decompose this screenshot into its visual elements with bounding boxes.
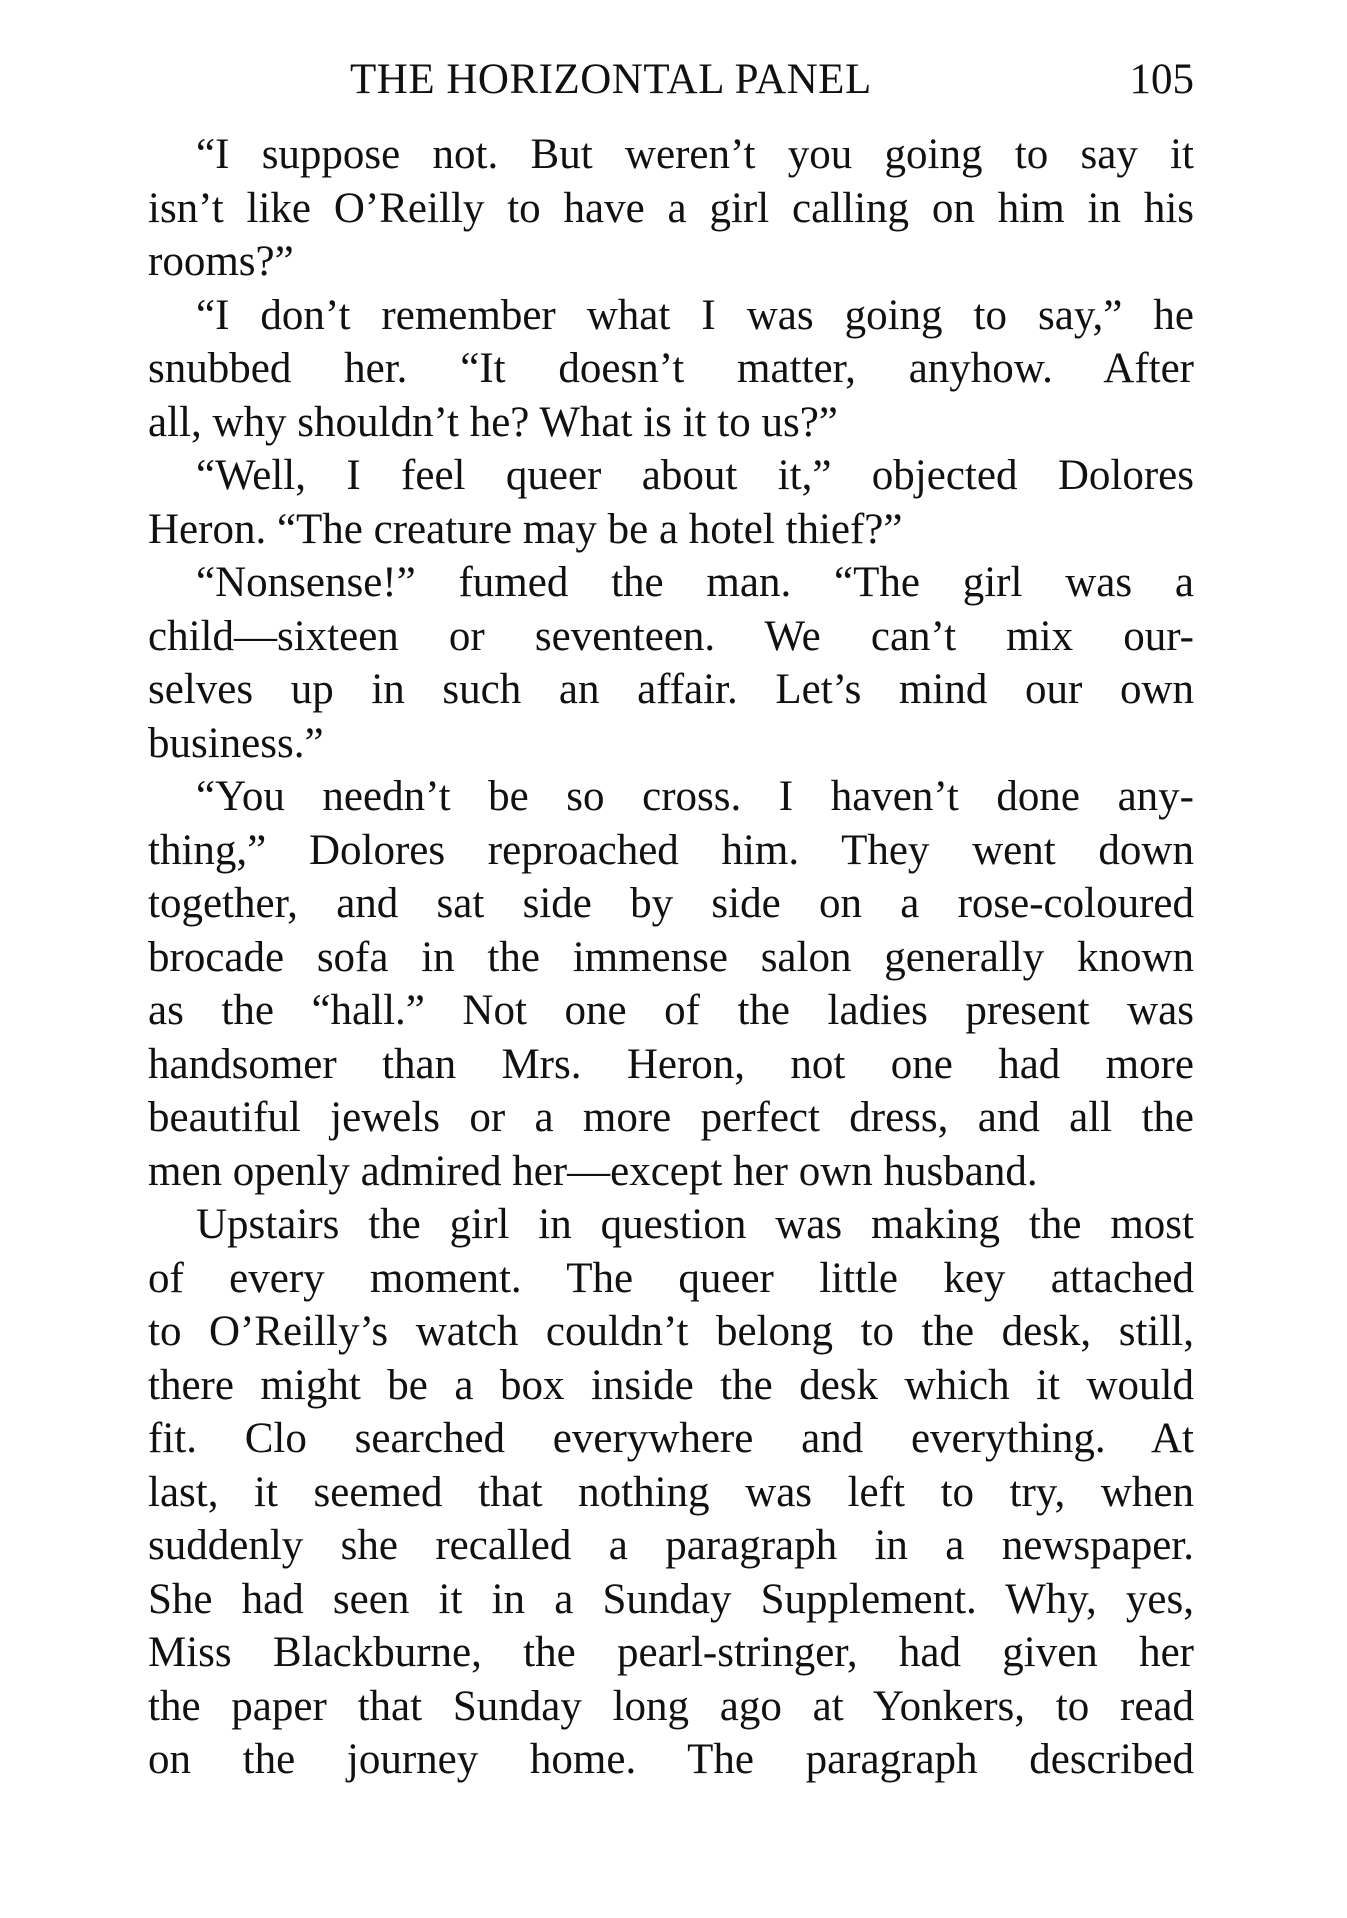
text-line: of every moment. The queer little key attached (148, 1254, 1194, 1302)
text-line: “You needn’t be so cross. I haven’t done any- (196, 773, 1194, 820)
text-line: the paper that Sunday long ago at Yonkers, to read (148, 1682, 1194, 1730)
text-line: thing,” Dolores reproached him. They went down (148, 826, 1194, 874)
text-line: Heron. “The creature may be a hotel thief?” (148, 505, 903, 553)
text-line: business.” (148, 719, 324, 767)
text-line: as the “hall.” Not one of the ladies present was (148, 987, 1194, 1034)
text-line: together, and sat side by side on a rose-coloured (148, 880, 1194, 927)
text-line: child—sixteen or seventeen. We can’t mix our- (148, 612, 1194, 660)
text-line: suddenly she recalled a paragraph in a newspaper. (148, 1522, 1194, 1569)
page-number: 105 (1129, 56, 1194, 103)
text-line: She had seen it in a Sunday Supplement. Why, yes, (148, 1575, 1194, 1623)
text-line: handsomer than Mrs. Heron, not one had more (148, 1040, 1194, 1088)
body-text (148, 128, 1194, 1787)
text-line: selves up in such an affair. Let’s mind our own (148, 666, 1194, 713)
text-line: Upstairs the girl in question was making the most (196, 1201, 1194, 1248)
text-line: there might be a box inside the desk which it would (148, 1361, 1194, 1409)
text-line: beautiful jewels or a more perfect dress, and all the (148, 1094, 1194, 1141)
text-line: last, it seemed that nothing was left to try, when (148, 1468, 1194, 1516)
running-head (148, 50, 1194, 110)
text-line: all, why shouldn’t he? What is it to us?” (148, 398, 838, 446)
running-title: THE HORIZONTAL PANEL (350, 56, 872, 103)
text-line: snubbed her. “It doesn’t matter, anyhow. After (148, 345, 1194, 392)
text-line: to O’Reilly’s watch couldn’t belong to the desk, still, (148, 1308, 1194, 1355)
text-line: Miss Blackburne, the pearl-stringer, had given her (148, 1629, 1194, 1676)
text-line: “Well, I feel queer about it,” objected Dolores (196, 452, 1194, 499)
text-line: “Nonsense!” fumed the man. “The girl was a (196, 559, 1194, 606)
text-line: isn’t like O’Reilly to have a girl calling on him in his (148, 184, 1194, 232)
text-line: on the journey home. The paragraph described (148, 1736, 1194, 1783)
text-line: brocade sofa in the immense salon generally known (148, 933, 1194, 981)
text-line: “I suppose not. But weren’t you going to say it (196, 131, 1194, 178)
text-line: men openly admired her—except her own husband. (148, 1147, 1038, 1195)
text-line: “I don’t remember what I was going to say,” he (196, 291, 1194, 339)
text-line: fit. Clo searched everywhere and everything. At (148, 1415, 1194, 1462)
text-line: rooms?” (148, 238, 294, 285)
